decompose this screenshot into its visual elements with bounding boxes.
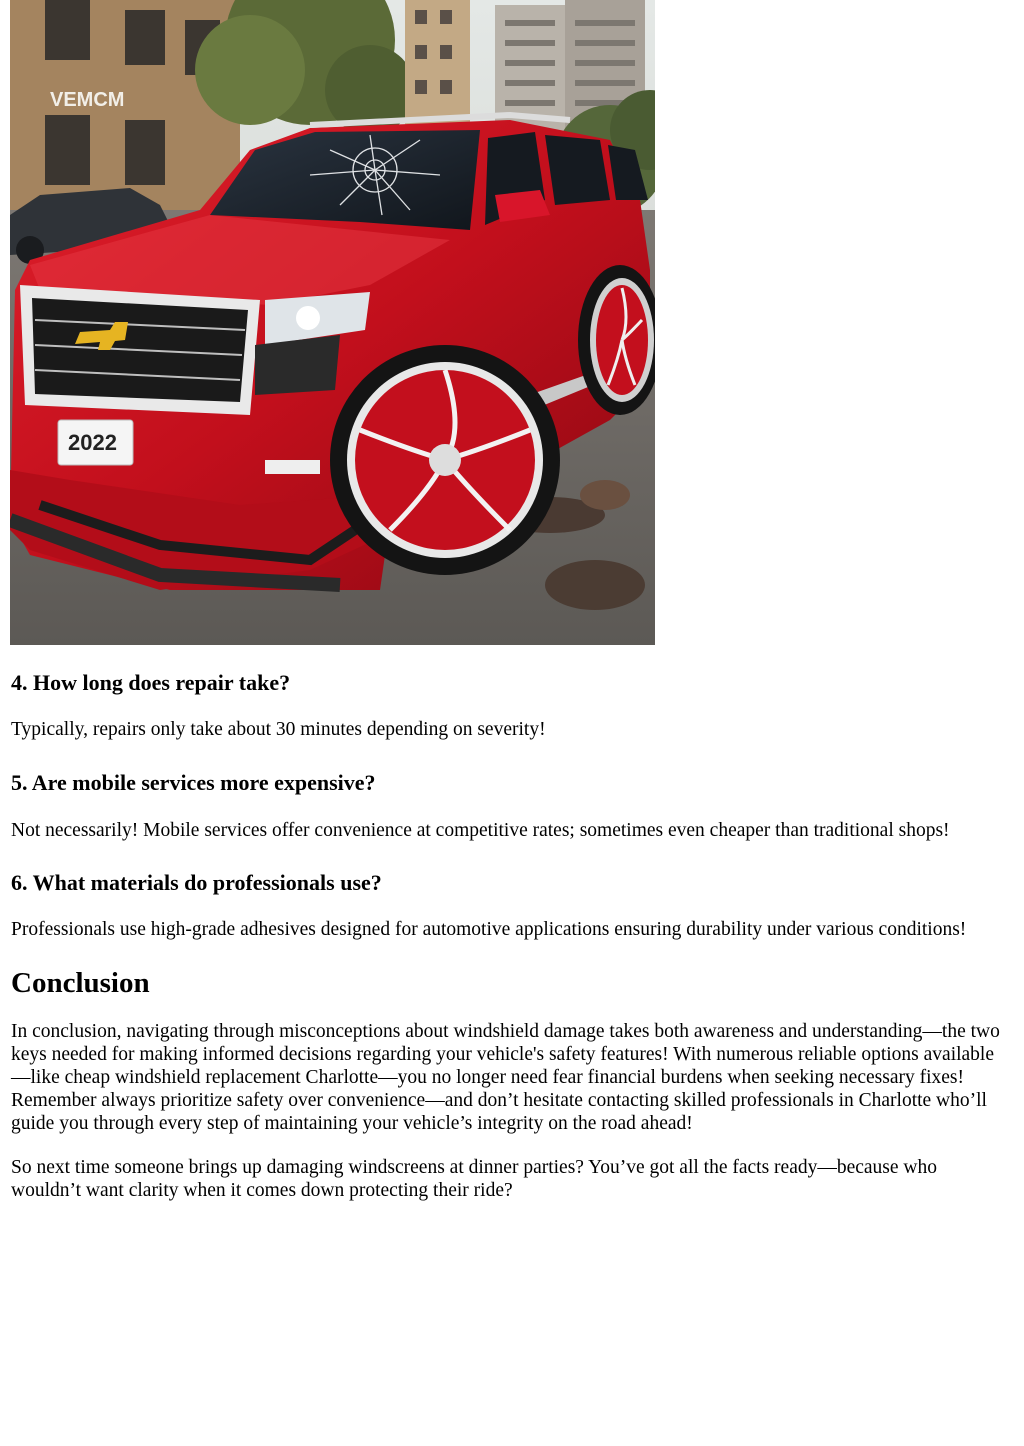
article-body <box>11 668 1011 1202</box>
faq-answer-6: Professionals use high-grade adhesives designed for automotive applications ensuring durability under various conditions! <box>11 919 967 940</box>
faq-answer-5: Not necessarily! Mobile services offer convenience at competitive rates; sometimes even cheaper than traditional shops! <box>11 820 950 841</box>
license-plate-text: 2022 <box>68 430 117 455</box>
conclusion-paragraph-2: So next time someone brings up damaging windscreens at dinner parties? You’ve got all the facts ready—because who wouldn’t want clarity when it comes down protecting their ride? <box>11 1157 938 1201</box>
faq-answer-4: Typically, repairs only take about 30 minutes depending on severity! <box>11 719 546 740</box>
building-sign: VEMCM <box>50 89 125 111</box>
faq-question-6: 6. What materials do professionals use? <box>11 870 382 895</box>
conclusion-paragraph-1: In conclusion, navigating through misconceptions about windshield damage takes both awareness and understanding—the two keys needed for making informed decisions regarding your vehicle's safety features! With numerous reliable options available—like cheap windshield replacement Charlotte—you no longer need fear financial burdens when seeking necessary fixes! Remember always prioritize safety over convenience—and don’t hesitate contacting skilled professionals in Charlotte who’ll guide you through every step of maintaining your vehicle’s integrity on the road ahead! <box>11 1021 1000 1134</box>
conclusion-heading: Conclusion <box>11 967 150 999</box>
car-photo <box>10 0 655 645</box>
faq-question-5: 5. Are mobile services more expensive? <box>11 770 376 795</box>
faq-question-4: 4. How long does repair take? <box>11 670 291 695</box>
